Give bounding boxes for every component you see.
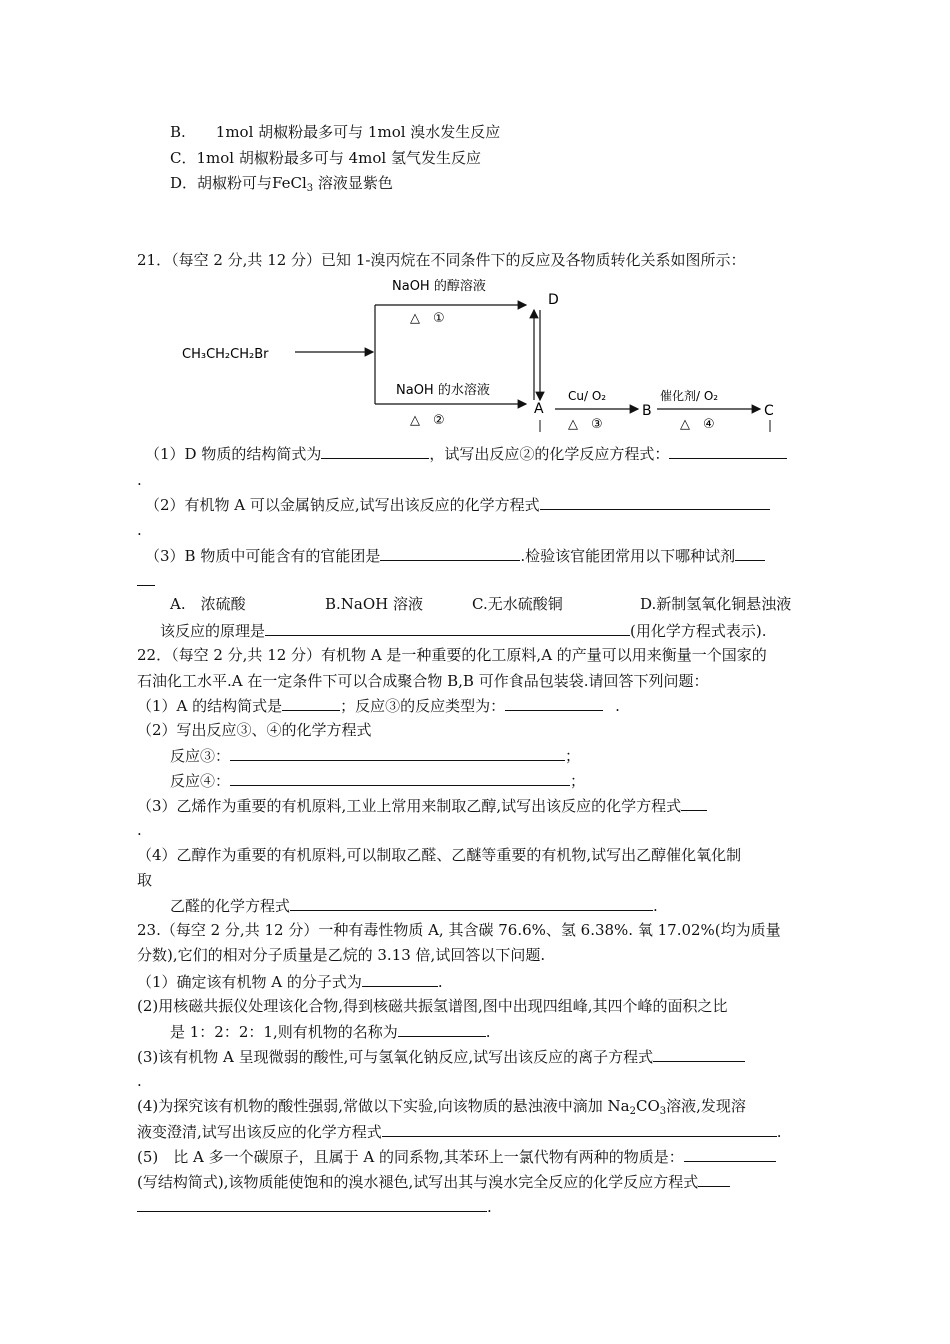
q21-principle: 该反应的原理是 (用化学方程式表示). bbox=[160, 622, 767, 640]
reaction-diagram bbox=[170, 272, 790, 442]
step3: △ ③ bbox=[568, 417, 603, 432]
cond4: 催化剂/ O₂ bbox=[660, 389, 719, 403]
step4: △ ④ bbox=[680, 417, 715, 432]
q22-intro2: 石油化工水平.A 在一定条件下可以合成聚合物 B,B 可作食品包装袋.请回答下列问题： bbox=[137, 672, 709, 690]
q23-part1: （1）确定该有机物 A 的分子式为 . bbox=[137, 973, 443, 991]
q23-part2b: 是 1：2：2：1,则有机物的名称为 . bbox=[170, 1023, 491, 1041]
q22-part4c: 乙醛的化学方程式 . bbox=[170, 897, 658, 915]
node-d: D bbox=[548, 292, 559, 308]
node-b: B bbox=[642, 403, 652, 419]
q23-part5c: . bbox=[137, 1196, 492, 1217]
q23-intro1: 23.（每空 2 分,共 12 分）一种有毒性物质 A, 其含碳 76.6%、氢 6.38%. 氧 17.02%(均为质量 bbox=[137, 921, 781, 939]
option-b: B. 1mol 胡椒粉最多可与 1mol 溴水发生反应 bbox=[170, 123, 501, 141]
q22-reaction3: 反应③： ； bbox=[170, 747, 581, 765]
q23-part3: (3)该有机物 A 呈现微弱的酸性,可与氢氧化钠反应,试写出该反应的离子方程式 bbox=[137, 1046, 745, 1067]
q23-part4b: 液变澄清,试写出该反应的化学方程式 . bbox=[137, 1123, 782, 1141]
node-c: C bbox=[764, 403, 774, 419]
q23-part5a: (5) 比 A 多一个碳原子，且属于 A 的同系物,其苯环上一氯代物有两种的物质是： bbox=[137, 1146, 776, 1167]
q23-part4a: (4)为探究该有机物的酸性强弱,常做以下实验,向该物质的悬浊液中滴加 $Na_2CO_3$溶液,发现溶 bbox=[137, 1097, 746, 1117]
cond3: Cu/ O₂ bbox=[568, 389, 607, 403]
bottom-condition: NaOH 的水溶液 bbox=[396, 383, 490, 398]
q21-dot1: . bbox=[137, 471, 142, 489]
bottom-step: △ ② bbox=[410, 413, 445, 428]
q22-intro1: 22．（每空 2 分,共 12 分）有机物 A 是一种重要的化工原料,A 的产量可以用来衡量一个国家的 bbox=[137, 646, 767, 664]
q22-part4a: （4）乙醇作为重要的有机原料,可以制取乙醛、乙醚等重要的有机物,试写出乙醇催化氧化制 bbox=[137, 846, 742, 864]
q23-intro2: 分数),它们的相对分子质量是乙烷的 3.13 倍,试回答以下问题. bbox=[137, 946, 546, 964]
q21-part2: （2）有机物 A 可以金属钠反应,试写出该反应的化学方程式 bbox=[145, 494, 770, 515]
option-c: C．1mol 胡椒粉最多可与 4mol 氢气发生反应 bbox=[170, 149, 481, 167]
q22-dot3: . bbox=[137, 821, 142, 839]
q21-choice-d: D.新制氢氧化铜悬浊液 bbox=[640, 595, 792, 613]
top-step: △ ① bbox=[410, 311, 445, 326]
option-d: D．胡椒粉可与FeCl$_3$ 溶液显紫色 bbox=[170, 174, 393, 194]
node-a: A bbox=[534, 401, 544, 417]
q21-choice-a: A. 浓硫酸 bbox=[170, 595, 246, 613]
q21-intro: 21．（每空 2 分,共 12 分）已知 1-溴丙烷在不同条件下的反应及各物质转化关系如图所示： bbox=[137, 251, 746, 269]
q21-part3-cont bbox=[137, 570, 155, 591]
start-compound: CH₃CH₂CH₂Br bbox=[182, 347, 269, 362]
q22-part1: （1）A 的结构简式是 ；反应③的反应类型为： . bbox=[137, 697, 620, 715]
q21-choice-b: B.NaOH 溶液 bbox=[325, 595, 424, 613]
q21-part3: （3）B 物质中可能含有的官能团是 .检验该官能团常用以下哪种试剂 bbox=[145, 545, 765, 566]
q23-part2a: (2)用核磁共振仪处理该化合物,得到核磁共振氢谱图,图中出现四组峰,其四个峰的面积之比 bbox=[137, 997, 728, 1015]
q21-dot2: . bbox=[137, 521, 142, 539]
q23-part5b: (写结构简式),该物质能使饱和的溴水褪色,试写出其与溴水完全反应的化学反应方程式 bbox=[137, 1171, 730, 1192]
q22-part4b: 取 bbox=[137, 871, 153, 889]
q22-part3: （3）乙烯作为重要的有机原料,工业上常用来制取乙醇,试写出该反应的化学方程式 bbox=[137, 795, 707, 816]
q21-choice-c: C.无水硫酸铜 bbox=[472, 595, 563, 613]
q21-part1: （1）D 物质的结构简式为 ，试写出反应②的化学反应方程式： bbox=[145, 443, 787, 464]
q22-part2: （2）写出反应③、④的化学方程式 bbox=[137, 721, 372, 739]
q22-reaction4: 反应④： ； bbox=[170, 772, 586, 790]
top-condition: NaOH 的醇溶液 bbox=[392, 279, 486, 294]
q23-dot3: . bbox=[137, 1072, 142, 1090]
